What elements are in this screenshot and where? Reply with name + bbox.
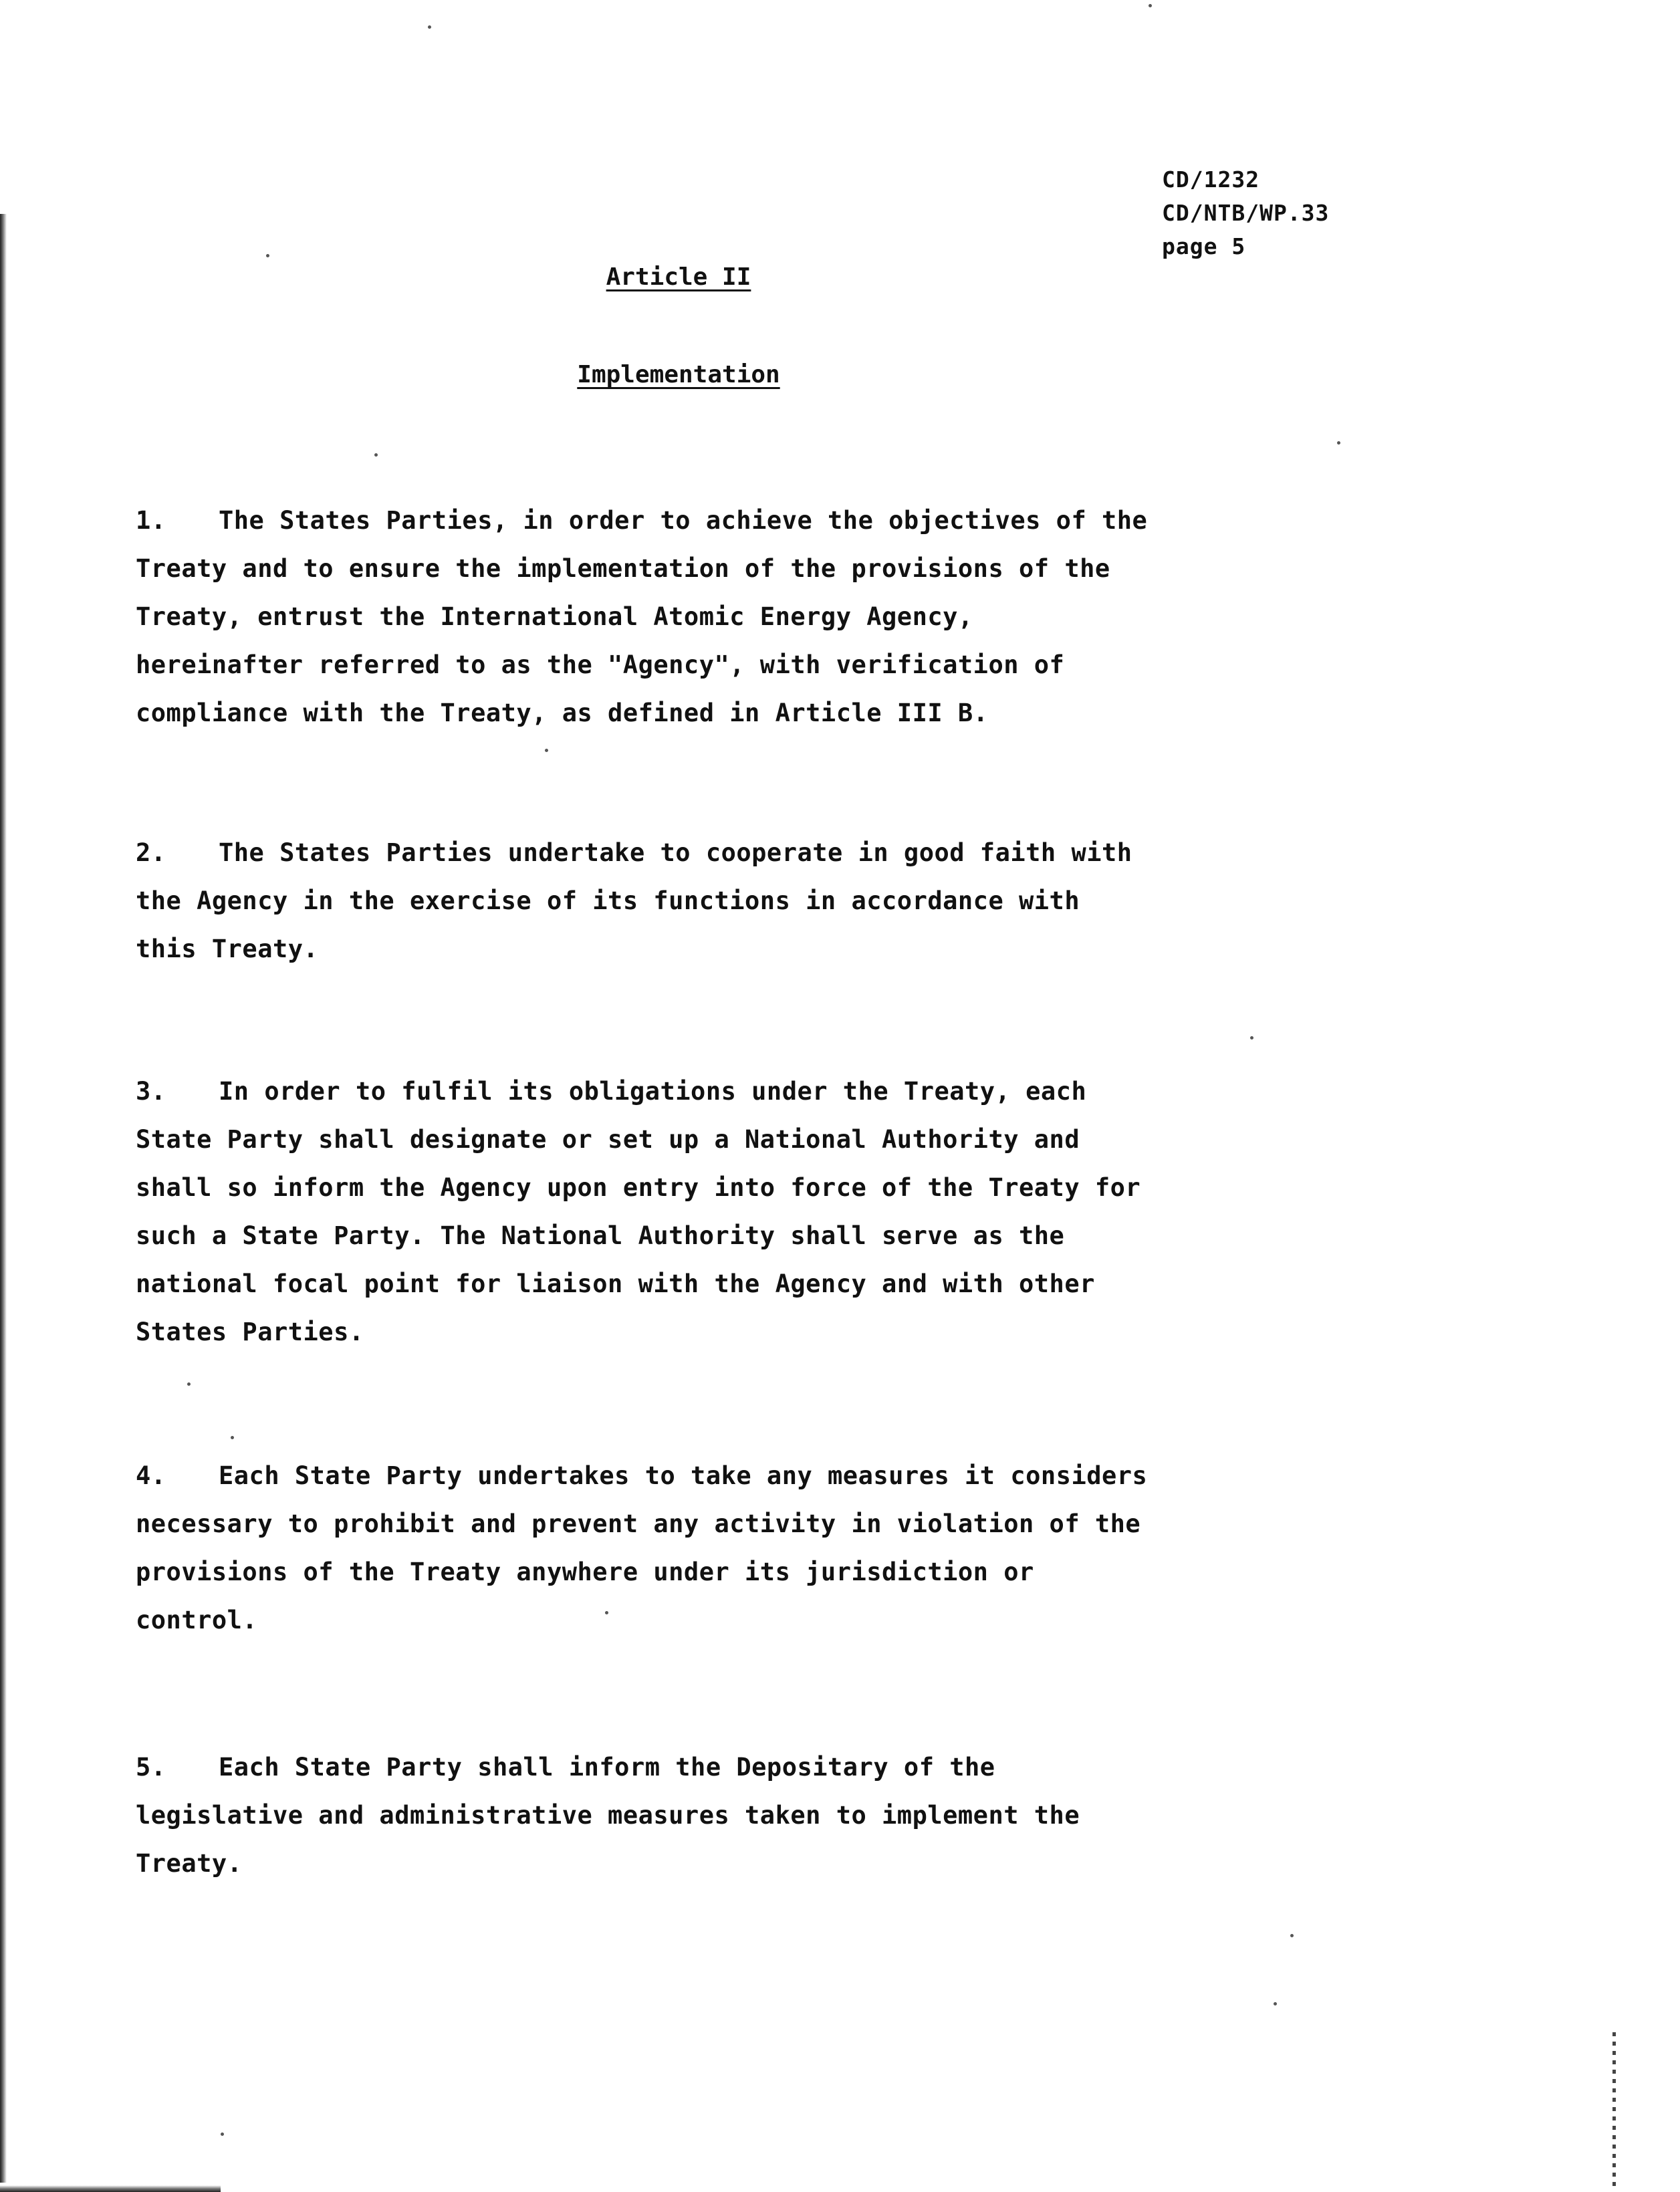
reference-line-2: CD/NTB/WP.33: [1162, 200, 1330, 226]
scan-speck: [1149, 4, 1152, 7]
paragraph-line: legislative and administrative measures taken to implement the: [136, 1801, 1080, 1830]
paragraph-line: the Agency in the exercise of its functions in accordance with: [136, 886, 1080, 915]
paragraph-line: Treaty and to ensure the implementation of the provisions of the: [136, 554, 1110, 583]
paragraph-line: Each State Party undertakes to take any measures it considers: [219, 1461, 1148, 1490]
paragraph-line: Treaty, entrust the International Atomic Energy Agency,: [136, 602, 973, 631]
scan-speck: [187, 1382, 191, 1386]
paragraph-number: 1.: [136, 506, 166, 535]
scan-speck: [1337, 441, 1340, 445]
paragraph-line: State Party shall designate or set up a National Authority and: [136, 1125, 1080, 1154]
scan-right-mark: [1612, 2032, 1616, 2186]
paragraph-line: In order to fulfil its obligations under the Treaty, each: [219, 1077, 1087, 1106]
scan-speck: [374, 453, 378, 457]
scan-speck: [231, 1436, 234, 1439]
paragraph-line: States Parties.: [136, 1318, 364, 1346]
paragraph-line: Treaty.: [136, 1849, 243, 1878]
reference-line-1: CD/1232: [1162, 166, 1260, 193]
scan-speck: [1274, 2002, 1277, 2005]
paragraph-2: [136, 829, 1259, 973]
paragraph-line: The States Parties undertake to cooperate in good faith with: [219, 838, 1132, 867]
scan-speck: [266, 254, 269, 257]
paragraph-3: [136, 1068, 1259, 1356]
scan-bottom-edge: [0, 2185, 221, 2192]
paragraph-number: 4.: [136, 1461, 166, 1490]
paragraph-line: provisions of the Treaty anywhere under its jurisdiction or: [136, 1558, 1034, 1586]
scan-speck: [221, 2133, 224, 2136]
paragraph-5: [136, 1743, 1259, 1888]
paragraph-number: 2.: [136, 838, 166, 867]
paragraph-1: [136, 497, 1259, 737]
scan-speck: [428, 25, 431, 29]
paragraph-line: hereinafter referred to as the "Agency", with verification of: [136, 650, 1065, 679]
paragraph-line: necessary to prohibit and prevent any activity in violation of the: [136, 1509, 1141, 1538]
paragraph-line: national focal point for liaison with the Agency and with other: [136, 1269, 1095, 1298]
paragraph-number: 5.: [136, 1753, 166, 1782]
paragraph-line: this Treaty.: [136, 935, 319, 963]
paragraph-line: control.: [136, 1606, 258, 1634]
paragraph-number: 3.: [136, 1077, 166, 1106]
scan-speck: [545, 749, 548, 752]
document-reference: [1162, 163, 1329, 263]
scan-speck: [1250, 1036, 1253, 1040]
paragraph-line: The States Parties, in order to achieve the objectives of the: [219, 506, 1148, 535]
paragraph-4: [136, 1452, 1259, 1645]
paragraph-line: Each State Party shall inform the Depositary of the: [219, 1753, 995, 1782]
scan-speck: [1290, 1934, 1294, 1937]
paragraph-line: such a State Party. The National Authority shall serve as the: [136, 1221, 1065, 1250]
paragraph-line: shall so inform the Agency upon entry into force of the Treaty for: [136, 1173, 1141, 1202]
article-title: Article II: [606, 263, 751, 291]
scan-left-edge: [0, 214, 7, 2183]
paragraph-line: compliance with the Treaty, as defined in Article III B.: [136, 699, 989, 727]
section-title: Implementation: [577, 361, 780, 388]
page-number: page 5: [1162, 233, 1246, 259]
